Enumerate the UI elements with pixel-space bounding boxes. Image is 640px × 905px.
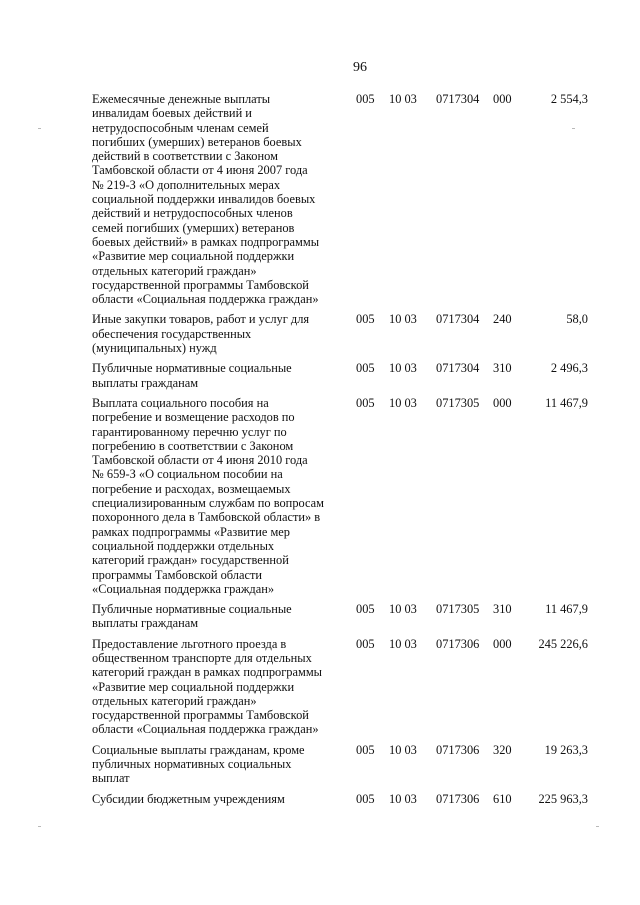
row-description — [92, 602, 344, 631]
description-line: государственной программы Тамбовской — [92, 708, 309, 723]
description-line: категорий граждан в рамках подпрограммы — [92, 665, 323, 680]
description-line: погребение и расходах, возмещаемых — [92, 481, 291, 496]
target-item-code: 0717306 — [436, 742, 480, 757]
ministry-code: 005 — [356, 602, 375, 617]
expense-type-code: 000 — [493, 636, 512, 651]
description-line: Тамбовской области от 4 июня 2010 года — [92, 453, 308, 468]
table-row — [92, 92, 602, 306]
expense-type-code: 240 — [493, 312, 512, 327]
row-description — [92, 792, 344, 806]
amount-value: 58,0 — [566, 312, 588, 327]
target-item-code: 0717306 — [436, 636, 480, 651]
section-code: 10 03 — [389, 92, 417, 106]
amount-value: 2 496,3 — [550, 361, 588, 376]
description-line: рамках подпрограммы «Развитие мер — [92, 524, 290, 539]
row-description — [92, 637, 344, 737]
ministry-code: 005 — [356, 361, 375, 376]
description-line: отдельных категорий граждан» — [92, 263, 257, 278]
target-item-code: 0717304 — [436, 92, 480, 106]
ministry-code: 005 — [356, 636, 375, 651]
table-row — [92, 792, 602, 806]
description-line: обеспечения государственных — [92, 326, 252, 341]
description-line: (муниципальных) нужд — [92, 341, 217, 356]
expense-type-code: 310 — [493, 361, 512, 376]
scan-artifact — [38, 826, 41, 827]
table-row — [92, 602, 602, 631]
scan-artifact — [38, 128, 41, 129]
page-number: 96 — [353, 60, 367, 75]
description-line: «Развитие мер социальной поддержки — [92, 249, 295, 264]
description-line: Предоставление льготного проезда в — [92, 636, 287, 651]
description-line: Социальные выплаты гражданам, кроме — [92, 742, 305, 757]
section-code: 10 03 — [389, 312, 417, 327]
description-line: государственной программы Тамбовской — [92, 277, 309, 292]
ministry-code: 005 — [356, 791, 375, 806]
description-line: «Развитие мер социальной поддержки — [92, 679, 295, 694]
amount-value: 245 226,6 — [538, 636, 588, 651]
section-code: 10 03 — [389, 742, 417, 757]
description-line: специализированным службам по вопросам — [92, 496, 325, 511]
target-item-code: 0717306 — [436, 791, 480, 806]
target-item-code: 0717304 — [436, 312, 480, 327]
description-line: № 219-З «О дополнительных мерах — [92, 177, 281, 192]
amount-value: 2 554,3 — [550, 92, 588, 106]
table-row — [92, 361, 602, 390]
description-line: инвалидам боевых действий и — [92, 106, 252, 121]
description-line: Публичные нормативные социальные — [92, 361, 292, 376]
description-line: нетрудоспособным членам семей — [92, 120, 269, 135]
row-description — [92, 312, 344, 355]
description-line: семей погибших (умерших) ветеранов — [92, 220, 295, 235]
description-line: отдельных категорий граждан» — [92, 693, 257, 708]
scan-artifact — [572, 128, 575, 129]
table-row — [92, 312, 602, 355]
description-line: погребение и возмещение расходов по — [92, 410, 295, 425]
row-description — [92, 743, 344, 786]
amount-value: 11 467,9 — [545, 602, 588, 617]
description-line: социальной поддержки отдельных — [92, 538, 275, 553]
description-line: гарантированному перечню услуг по — [92, 424, 287, 439]
description-line: действий и нетрудоспособных членов — [92, 206, 293, 221]
description-line: Выплата социального пособия на — [92, 395, 269, 410]
section-code: 10 03 — [389, 361, 417, 376]
description-line: социальной поддержки инвалидов боевых — [92, 192, 316, 207]
row-description — [92, 396, 344, 596]
description-line: Тамбовской области от 4 июня 2007 года — [92, 163, 308, 178]
description-line: погребению в соответствии с Законом — [92, 438, 294, 453]
section-code: 10 03 — [389, 395, 417, 410]
target-item-code: 0717304 — [436, 361, 480, 376]
table-row — [92, 637, 602, 737]
target-item-code: 0717305 — [436, 602, 480, 617]
scan-artifact — [596, 826, 599, 827]
section-code: 10 03 — [389, 636, 417, 651]
description-line: общественном транспорте для отдельных — [92, 650, 312, 665]
description-line: выплаты гражданам — [92, 616, 199, 631]
description-line: выплаты гражданам — [92, 375, 199, 390]
expense-type-code: 310 — [493, 602, 512, 617]
ministry-code: 005 — [356, 312, 375, 327]
amount-value: 11 467,9 — [545, 395, 588, 410]
expense-type-code: 000 — [493, 92, 512, 106]
description-line: «Социальная поддержка граждан» — [92, 581, 275, 596]
description-line: Иные закупки товаров, работ и услуг для — [92, 312, 310, 327]
row-description — [92, 361, 344, 390]
expense-type-code: 610 — [493, 791, 512, 806]
description-line: действий в соответствии с Законом — [92, 149, 278, 164]
description-line: погибших (умерших) ветеранов боевых — [92, 134, 302, 149]
expense-type-code: 000 — [493, 395, 512, 410]
description-line: Публичные нормативные социальные — [92, 602, 292, 617]
amount-value: 19 263,3 — [544, 742, 588, 757]
ministry-code: 005 — [356, 742, 375, 757]
description-line: публичных нормативных социальных — [92, 757, 292, 772]
description-line: № 659-З «О социальном пособии на — [92, 467, 283, 482]
description-line: похоронного дела в Тамбовской области» в — [92, 510, 321, 525]
description-line: боевых действий» в рамках подпрограммы — [92, 234, 320, 249]
description-line: выплат — [92, 771, 130, 786]
amount-value: 225 963,3 — [538, 791, 588, 806]
target-item-code: 0717305 — [436, 395, 480, 410]
description-line: области «Социальная поддержка граждан» — [92, 722, 319, 737]
ministry-code: 005 — [356, 395, 375, 410]
section-code: 10 03 — [389, 602, 417, 617]
description-line: Ежемесячные денежные выплаты — [92, 92, 271, 106]
table-row — [92, 396, 602, 596]
table-row — [92, 743, 602, 786]
expense-type-code: 320 — [493, 742, 512, 757]
row-description — [92, 92, 344, 306]
description-line: категорий граждан» государственной — [92, 553, 289, 568]
description-line: Субсидии бюджетным учреждениям — [92, 791, 285, 806]
ministry-code: 005 — [356, 92, 375, 106]
budget-table — [92, 92, 602, 812]
description-line: области «Социальная поддержка граждан» — [92, 292, 319, 307]
description-line: программы Тамбовской области — [92, 567, 263, 582]
section-code: 10 03 — [389, 791, 417, 806]
